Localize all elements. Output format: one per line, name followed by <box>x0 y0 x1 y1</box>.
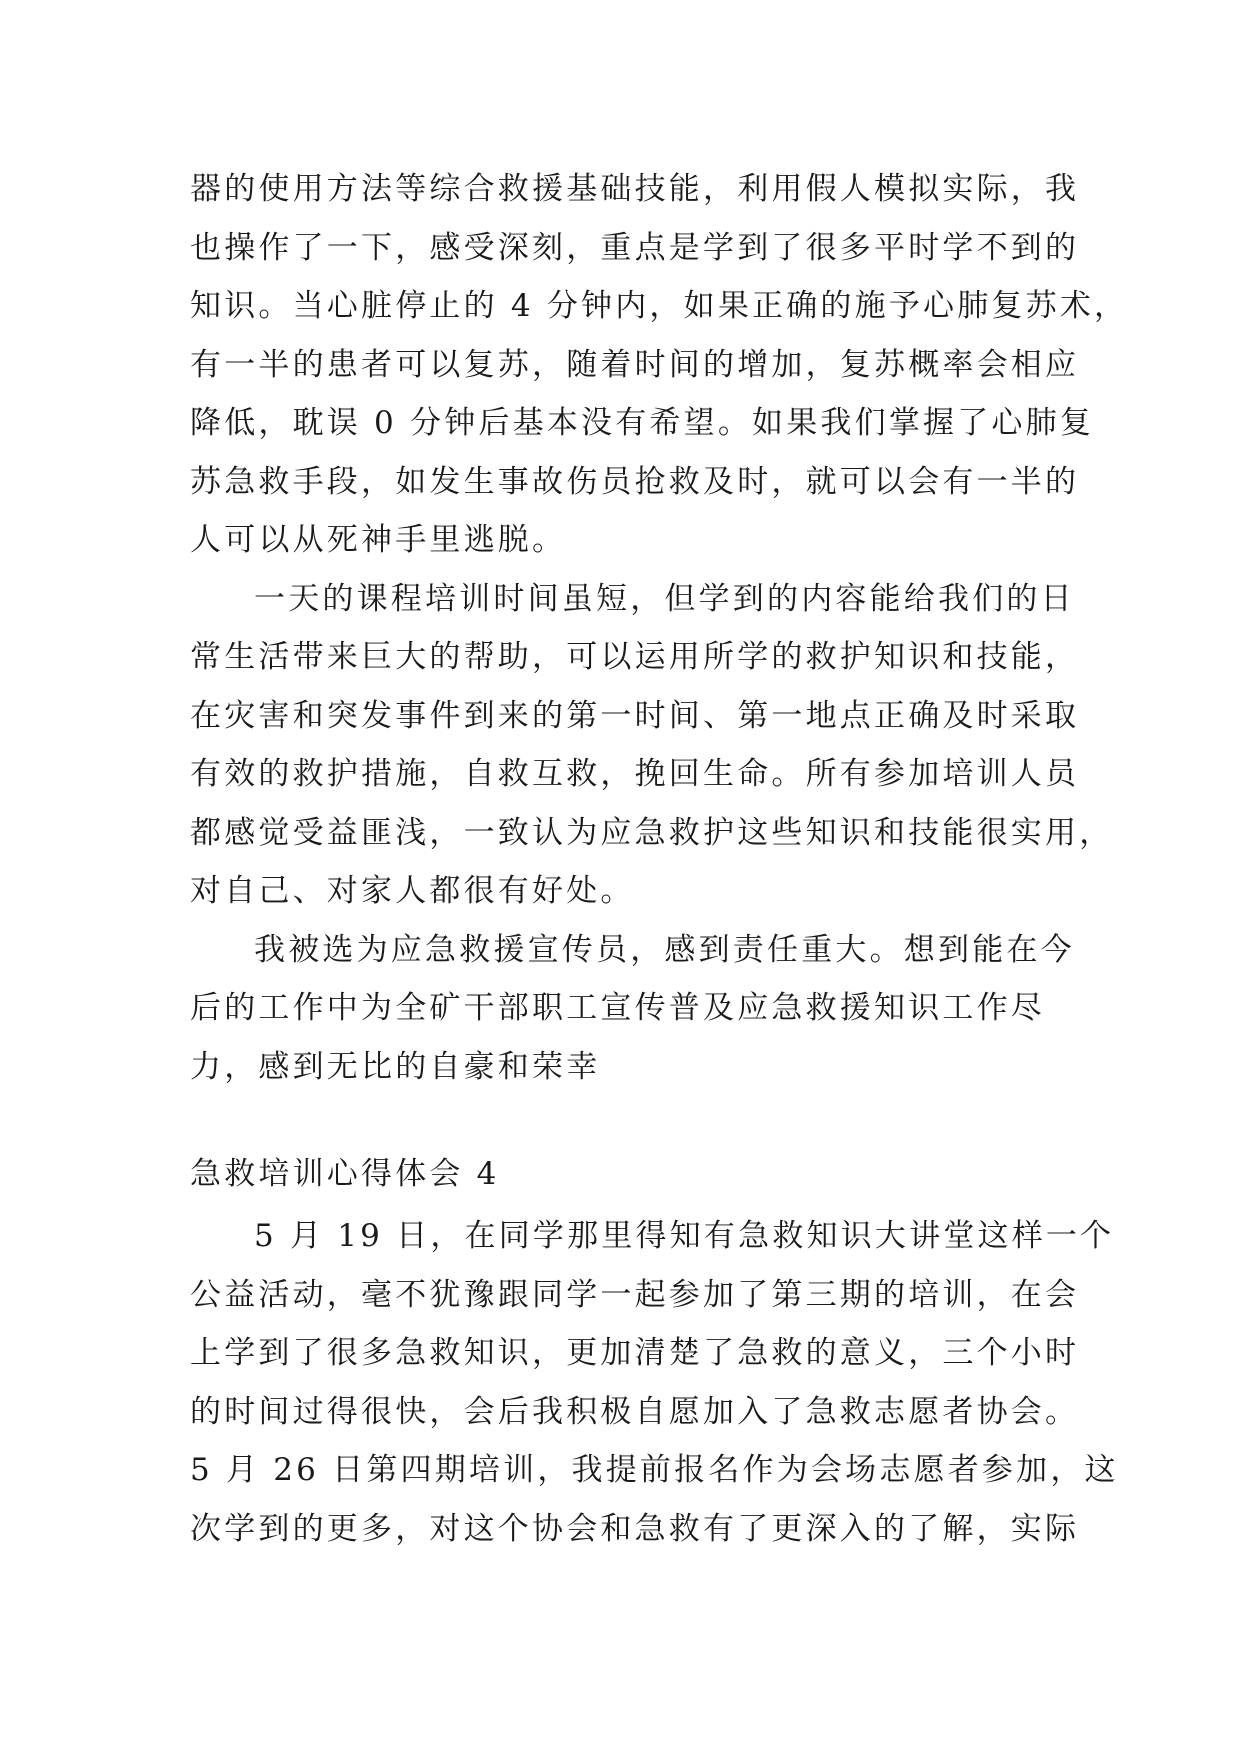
body-text-block-2 <box>190 1207 1119 1558</box>
text-line: 上学到了很多急救知识，更加清楚了急救的意义，三个小时 <box>190 1335 1080 1371</box>
text-line: 的时间过得很快，会后我积极自愿加入了急救志愿者协会。 <box>190 1393 1080 1430</box>
text-line: 也操作了一下，感受深刻，重点是学到了很多平时学不到的 <box>190 229 1080 266</box>
text-line: 降低，耽误 0 分钟后基本没有希望。如果我们掌握了心肺复 <box>190 405 1095 441</box>
paragraph-first-line: 5 月 19 日，在同学那里得知有急救知识大讲堂这样一个 <box>254 1218 1115 1254</box>
text-line: 都感觉受益匪浅，一致认为应急救护这些知识和技能很实用， <box>190 814 1114 851</box>
text-line: 有效的救护措施，自救互救，挽回生命。所有参加培训人员 <box>190 756 1080 792</box>
text-line: 在灾害和突发事件到来的第一时间、第一地点正确及时采取 <box>190 697 1080 734</box>
text-line: 有一半的患者可以复苏，随着时间的增加，复苏概率会相应 <box>190 346 1080 383</box>
text-line: 对自己、对家人都很有好处。 <box>190 873 635 909</box>
text-line: 后的工作中为全矿干部职工宣传普及应急救援知识工作尽 <box>190 990 1045 1026</box>
text-line: 5 月 26 日第四期培训，我提前报名作为会场志愿者参加，这 <box>190 1452 1119 1488</box>
paragraph-first-line: 一天的课程培训时间虽短，但学到的内容能给我们的日 <box>254 580 1075 617</box>
text-line: 公益活动，毫不犹豫跟同学一起参加了第三期的培训，在会 <box>190 1276 1080 1313</box>
paragraph-first-line: 我被选为应急救援宣传员，感到责任重大。想到能在今 <box>254 931 1075 968</box>
section-heading: 急救培训心得体会 4 <box>190 1156 500 1192</box>
text-line: 知识。当心脏停止的 4 分钟内，如果正确的施予心肺复苏术， <box>190 288 1129 324</box>
text-line: 力，感到无比的自豪和荣幸 <box>190 1048 601 1085</box>
text-line: 人可以从死神手里逃脱。 <box>190 522 567 558</box>
text-line: 苏急救手段，如发生事故伤员抢救及时，就可以会有一半的 <box>190 463 1080 500</box>
text-line: 常生活带来巨大的帮助，可以运用所学的救护知识和技能， <box>190 639 1080 675</box>
body-text-block-1 <box>190 160 1129 1096</box>
text-line: 器的使用方法等综合救援基础技能，利用假人模拟实际，我 <box>190 171 1080 207</box>
text-line: 次学到的更多，对这个协会和急救有了更深入的了解，实际 <box>190 1510 1080 1547</box>
